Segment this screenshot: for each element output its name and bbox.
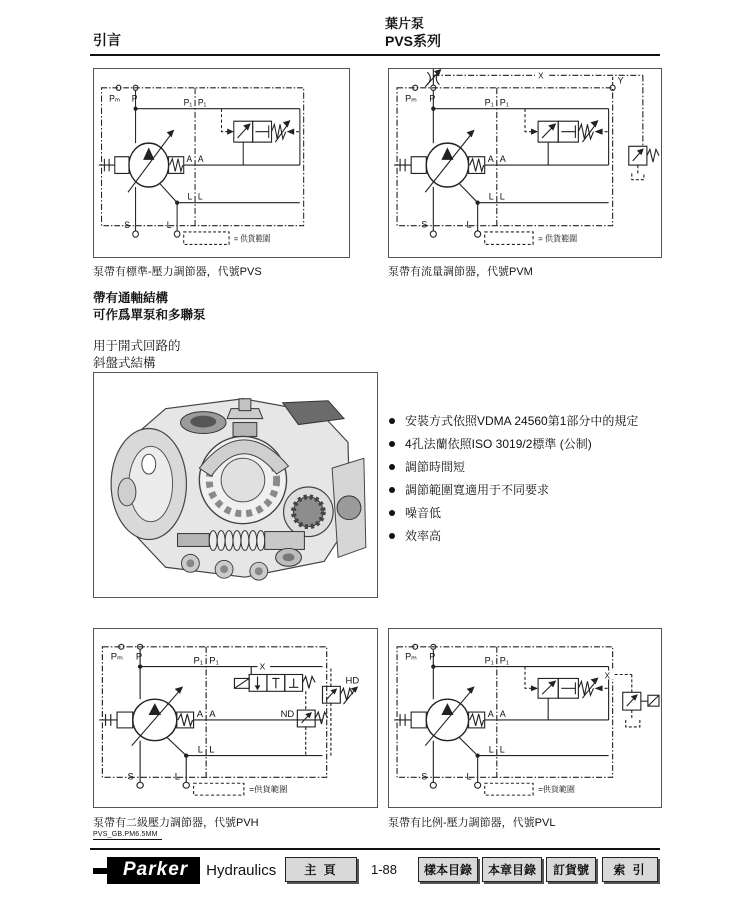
legend-scope-of-supply: = 供貨範圍 [233,233,271,244]
schematic-pvl [388,628,662,808]
nav-button-order-number[interactable]: 訂貨號 [546,857,596,882]
legend-scope-of-supply: =供貨範圍 [538,785,575,795]
caption-pvs: 泵帶有標準-壓力調節器，代號PVS [93,266,262,278]
pilot-label-y: Y [617,75,624,86]
schematic-pvm [388,68,662,258]
intro-bold-line1: 帶有通軸結構 [93,291,169,305]
bullet-dot-icon [389,487,395,493]
valve-label-nd: ND [280,709,295,719]
parker-logo-bar [93,868,115,874]
nav-button-chapter-contents[interactable]: 本章目錄 [482,857,542,882]
legend-scope-of-supply: =供貨範圍 [249,785,288,795]
caption-pvl: 泵帶有比例-壓力調節器，代號PVL [388,817,556,829]
pilot-label-x: X [259,662,266,672]
product-name: 葉片泵 [385,16,425,31]
bullet-dot-icon [389,510,395,516]
valve-label-hd: HD [345,675,360,686]
bullet-dot-icon [389,441,395,447]
feature-item: 噪音低 [387,506,659,520]
bullet-dot-icon [389,533,395,539]
brand-logo [107,857,276,884]
feature-item: 安裝方式依照VDMA 24560第1部分中的規定 [387,414,659,428]
schematic-pvs [93,68,350,258]
legend-scope-of-supply: = 供貨範圍 [538,234,578,244]
pilot-label-x: X [538,71,544,81]
intro-line2: 斜盤式結構 [93,356,156,370]
pump-cutaway-illustration [93,372,378,598]
bullet-dot-icon [389,464,395,470]
caption-pvh: 泵帶有二級壓力調節器，代號PVH [93,817,259,829]
document-code: PVS_GB.PM6.5MM [93,831,162,840]
intro-bold-line2: 可作爲單泵和多聯泵 [93,308,206,322]
schematic-pvh [93,628,378,808]
pilot-label-x: X [604,671,610,681]
caption-pvm: 泵帶有流量調節器，代號PVM [388,266,533,278]
feature-item: 調節時間短 [387,460,659,474]
home-button[interactable]: 主 頁 [285,857,357,882]
intro-line1: 用于開式回路的 [93,339,181,353]
footer-rule [90,848,660,850]
page-section-title: 引言 [93,32,121,48]
feature-item: 調節範圍寬適用于不同要求 [387,483,659,497]
brand-division-label: Hydraulics [206,862,277,879]
feature-item: 4孔法蘭依照ISO 3019/2標準 (公制) [387,437,659,451]
feature-list [387,414,659,552]
parker-logo: Parker [107,857,200,884]
nav-button-sample-catalog[interactable]: 樣本目錄 [418,857,478,882]
header-rule [90,54,660,56]
series-name: PVS系列 [385,33,442,49]
bullet-dot-icon [389,418,395,424]
page-number: 1-88 [370,862,398,877]
feature-item: 效率高 [387,529,659,543]
nav-button-index[interactable]: 索 引 [602,857,658,882]
